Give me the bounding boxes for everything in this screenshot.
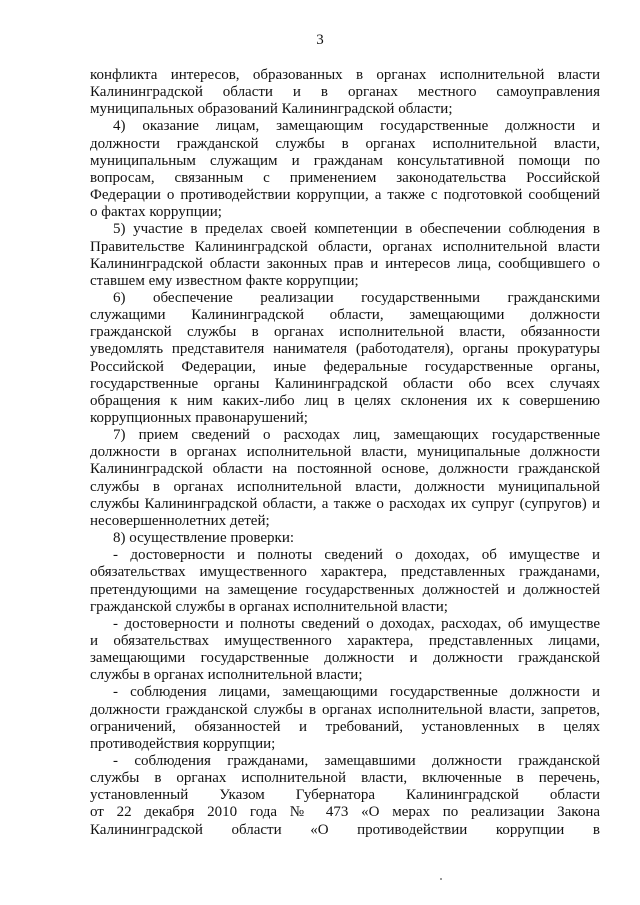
text-line: вопросам, связанным с применением законодательства Российской	[90, 169, 600, 186]
text-line: гражданской службы в органах исполнительной власти;	[90, 598, 448, 615]
text-line: обращения к ним каких-либо лиц в целях склонения их к совершению	[90, 392, 600, 409]
text-line: несовершеннолетних детей;	[90, 512, 270, 529]
text-line: о фактах коррупции;	[90, 204, 222, 221]
text-line: Калининградской области «О противодействии коррупции в	[90, 821, 600, 838]
text-line: 4) оказание лицам, замещающим государственные должности и	[113, 118, 600, 135]
text-line: - достоверности и полноты сведений о доходах, об имуществе и	[113, 547, 600, 564]
text-line: службы Калининградской области, а также о расходах их супруг (супругов) и	[90, 495, 600, 512]
text-line: ставшем ему известном факте коррупции;	[90, 272, 359, 289]
text-line: 6) обеспечение реализации государственными гражданскими	[113, 289, 600, 306]
text-line: коррупционных правонарушений;	[90, 410, 308, 426]
text-line: конфликта интересов, образованных в органах исполнительной власти	[90, 67, 600, 83]
scan-speck	[440, 878, 442, 880]
text-line: Федерации о противодействии коррупции, а также с подготовкой сообщений	[90, 187, 600, 204]
text-line: и обязательствах имущественного характера, представленных лицами,	[90, 632, 600, 649]
text-line: уведомлять представителя нанимателя (работодателя), органы прокуратуры	[90, 341, 600, 358]
text-line: от 22 декабря 2010 года № 473 «О мерах по реализации Закона	[90, 804, 600, 821]
text-line: должности гражданской службы в органах исполнительной власти, запретов,	[90, 701, 600, 718]
text-line: должности гражданской службы в органах исполнительной власти,	[90, 135, 600, 152]
text-line: противодействия коррупции;	[90, 735, 276, 752]
text-line: службы в органах исполнительной власти, должности муниципальной	[90, 478, 600, 495]
text-line: 7) прием сведений о расходах лиц, замещающих государственные	[113, 427, 600, 444]
text-line: Калининградской области и в органах местного самоуправления	[90, 84, 600, 101]
text-line: обязательствах имущественного характера, представленных гражданами,	[90, 564, 600, 581]
text-line: службы в органах исполнительной власти, включенные в перечень,	[90, 770, 600, 787]
text-line: службы в органах исполнительной власти;	[90, 667, 363, 684]
text-line: муниципальным служащим и гражданам консультативной помощи по	[90, 152, 600, 169]
text-line: установленный Указом Губернатора Калининградской области	[90, 787, 600, 804]
text-line: Российской Федерации, иные федеральные государственные органы,	[90, 358, 600, 375]
text-line: государственные органы Калининградской области обо всех случаях	[90, 375, 600, 392]
page-number: 3	[316, 32, 324, 48]
text-line: замещающими государственные должности и должности гражданской	[90, 650, 600, 667]
text-line: - соблюдения гражданами, замещавшими должности гражданской	[113, 753, 600, 769]
text-line: гражданской службы в органах исполнительной власти, обязанности	[90, 324, 600, 341]
text-line: претендующими на замещение государственных должностей и должностей	[90, 581, 600, 598]
text-line: муниципальных образований Калининградской области;	[90, 101, 453, 118]
text-line: служащими Калининградской области, замещающими должности	[90, 307, 600, 324]
text-line: 8) осуществление проверки:	[113, 530, 295, 547]
text-line: 5) участие в пределах своей компетенции в обеспечении соблюдения в	[113, 221, 600, 238]
text-line: ограничений, обязанностей и требований, установленных в целях	[90, 718, 600, 735]
text-line: - достоверности и полноты сведений о доходах, расходах, об имуществе	[113, 615, 600, 632]
text-line: Правительстве Калининградской области, органах исполнительной власти	[90, 238, 600, 255]
text-line: Калининградской области законных прав и интересов лица, сообщившего о	[90, 255, 600, 272]
text-line: - соблюдения лицами, замещающими государственные должности и	[113, 684, 600, 701]
text-line: Калининградской области на постоянной основе, должности гражданской	[90, 461, 600, 478]
text-line: должности в органах исполнительной власти, муниципальные должности	[90, 444, 600, 461]
